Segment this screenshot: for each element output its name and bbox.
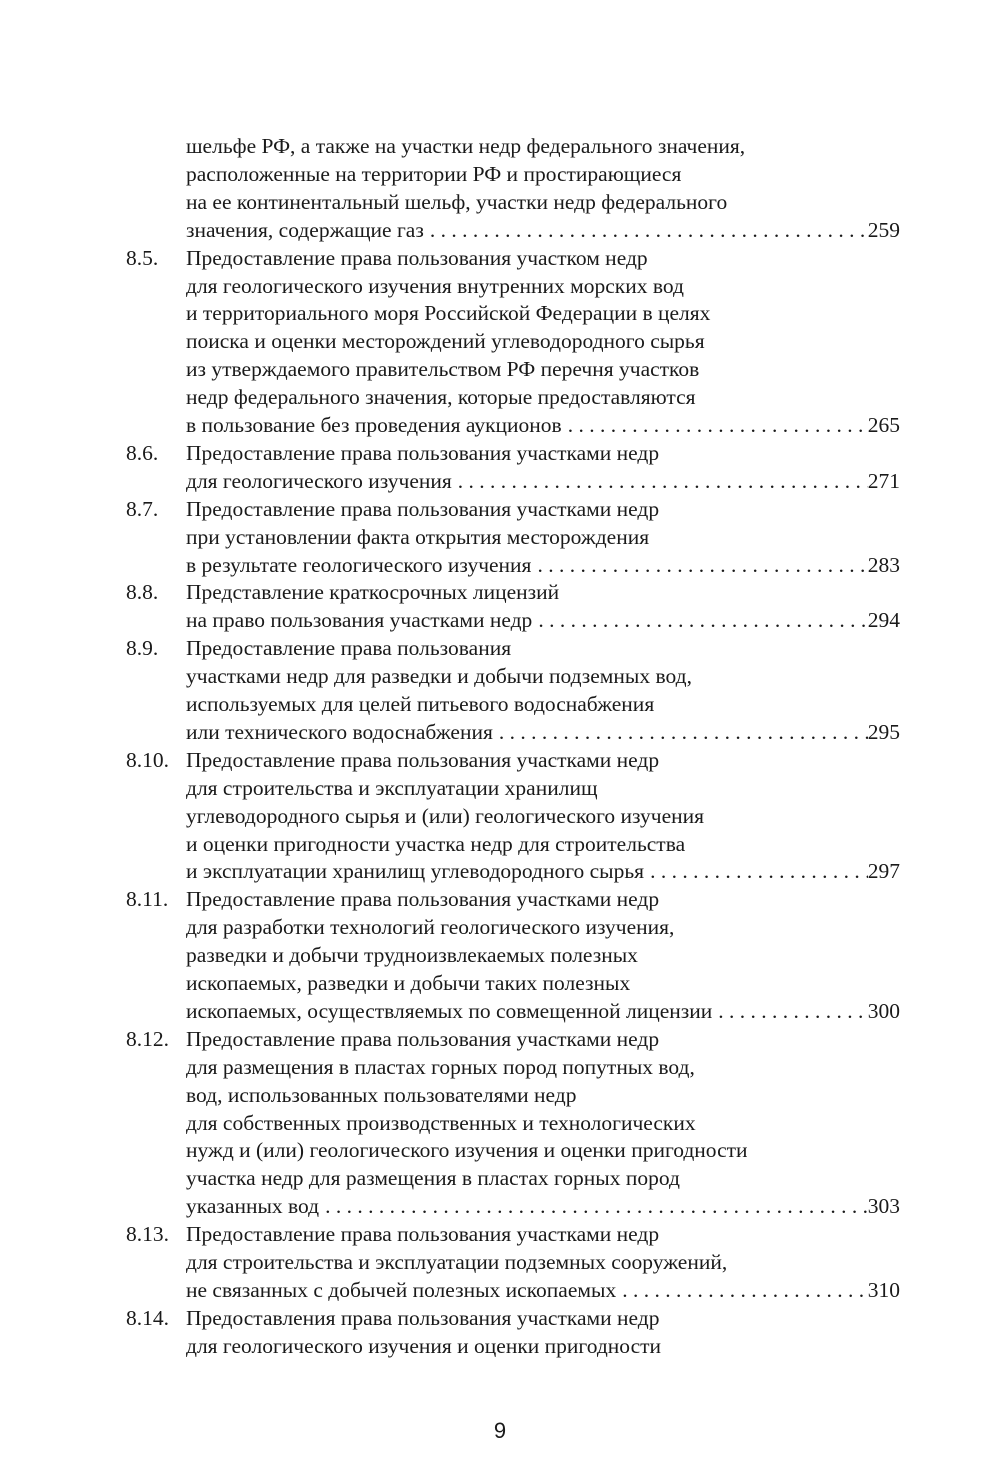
toc-entry-title-line: используемых для целей питьевого водоснабжения [186, 692, 655, 716]
toc-entry-title-line: расположенные на территории РФ и простирающиеся [186, 161, 682, 186]
toc-entry-title-line: шельфе РФ, а также на участки недр федерального значения, [186, 134, 746, 158]
toc-entry-title-line: ископаемых, осуществляемых по совмещенной лицензии [186, 998, 713, 1023]
toc-entry-number: 8.12. [126, 1026, 169, 1051]
toc-entry-title-line: для строительства и эксплуатации хранилищ [186, 775, 598, 800]
toc-entry-title-line: в пользование без проведения аукционов [186, 413, 562, 437]
dot-leader [644, 857, 868, 885]
toc-entry-title-line: указанных вод [186, 1194, 320, 1219]
toc-entry-title-line: на ее континентальный шельф, участки недр федерального [186, 189, 728, 214]
toc-entry-title-line: ископаемых, разведки и добычи таких полезных [186, 971, 631, 995]
toc-entry-title-line: значения, содержащие газ [186, 217, 424, 242]
toc-entry-page[interactable]: 271 [867, 468, 900, 493]
toc-entry-number: 8.5. [126, 245, 159, 270]
toc-entry-page[interactable]: 303 [867, 1194, 900, 1219]
toc-entry-last-line [186, 216, 900, 244]
toc-entry-title-line: для геологического изучения [186, 468, 452, 493]
toc-entry-page[interactable]: 300 [867, 998, 900, 1023]
dot-leader [562, 411, 868, 439]
toc-entry-last-line [186, 997, 900, 1025]
toc-entry-page[interactable]: 297 [867, 859, 900, 884]
toc-entry-title-line: для строительства и эксплуатации подземных сооружений, [186, 1250, 728, 1274]
toc-entry-last-line [186, 551, 900, 579]
dot-leader [493, 718, 868, 746]
toc-entry-last-line [186, 857, 900, 885]
toc-entry-title-line: Предоставление права пользования участками недр [186, 747, 660, 772]
dot-leader [532, 606, 867, 634]
page-number: 9 [493, 1418, 507, 1443]
toc-entry-title-line: Предоставление права пользования участками недр [186, 440, 660, 465]
dot-leader [712, 997, 867, 1025]
toc-entry-number: 8.10. [126, 747, 169, 772]
toc-entry-title-line: Представление краткосрочных лицензий [186, 580, 560, 605]
toc-entry-number: 8.8. [126, 580, 159, 605]
toc-entry-last-line [186, 411, 900, 439]
toc-entry-title-line: при установлении факта открытия месторождения [186, 524, 650, 549]
toc-entry-title-line: участка недр для размещения в пластах горных пород [186, 1166, 680, 1191]
dot-leader [424, 216, 868, 244]
toc-entry-title-line: для геологического изучения внутренних морских вод [186, 273, 684, 298]
toc-entry-title-line: Предоставление права пользования участками недр [186, 496, 660, 521]
toc-entry-title-line: и эксплуатации хранилищ углеводородного сырья [186, 859, 645, 884]
toc-entry-title-line: Предоставление права пользования [186, 636, 512, 661]
toc-entry-title-line: разведки и добычи трудноизвлекаемых полезных [186, 943, 638, 968]
toc-entry-page[interactable]: 259 [867, 217, 900, 242]
toc-entry-page[interactable]: 295 [867, 719, 900, 744]
toc-entry-title-line: на право пользования участками недр [186, 608, 533, 633]
toc-entry-title-line: не связанных с добычей полезных ископаемых [186, 1277, 617, 1302]
toc-entry-number: 8.9. [126, 636, 159, 661]
toc-entry-title-line: Предоставление права пользования участками недр [186, 1222, 660, 1247]
toc-entry-number: 8.11. [126, 887, 169, 912]
toc-entry-title-line: и территориального моря Российской Федерации в целях [186, 301, 711, 326]
toc-entry-title-line: для размещения в пластах горных пород попутных вод, [186, 1054, 695, 1079]
toc-entry-page[interactable]: 283 [867, 552, 900, 577]
toc-entry-title-line: в результате геологического изучения [186, 552, 532, 577]
dot-leader [452, 467, 868, 495]
toc-entry-title-line: Предоставление права пользования участком недр [186, 245, 648, 270]
toc-entry-last-line [186, 1192, 900, 1220]
toc-entry-title-line: Предоставление права пользования участками недр [186, 887, 660, 912]
toc-entry-number: 8.13. [126, 1222, 169, 1247]
toc-entry-last-line [186, 1276, 900, 1304]
toc-entry-title-line: участками недр для разведки и добычи подземных вод, [186, 664, 692, 689]
toc-entry-number: 8.7. [126, 496, 159, 521]
toc-entry-title-line: для собственных производственных и технологических [186, 1110, 696, 1135]
toc-entry-title-line: недр федерального значения, которые предоставляются [186, 385, 696, 410]
toc-entry-title-line: поиска и оценки месторождений углеводородного сырья [186, 329, 705, 354]
dot-leader [616, 1276, 868, 1304]
toc-entry-last-line [186, 606, 900, 634]
toc-entry-last-line [186, 467, 900, 495]
toc-entry-page[interactable]: 294 [867, 608, 900, 633]
dot-leader [319, 1192, 868, 1220]
dot-leader [531, 551, 867, 579]
toc-entry-title-line: вод, использованных пользователями недр [186, 1082, 577, 1107]
toc-entry-title-line: или технического водоснабжения [186, 719, 493, 744]
toc-entry-title-line: нужд и (или) геологического изучения и оценки пригодности [186, 1138, 748, 1163]
toc-entry-title-line: и оценки пригодности участка недр для строительства [186, 831, 686, 856]
toc-entry-title-line: для разработки технологий геологического изучения, [186, 915, 675, 940]
toc-entry-title-line: из утверждаемого правительством РФ перечня участков [186, 357, 700, 382]
toc-entry-number: 8.6. [126, 440, 159, 465]
toc-entry-page[interactable]: 310 [867, 1277, 900, 1302]
toc-entry-title-line: Предоставления права пользования участками недр [186, 1305, 660, 1330]
toc-entry-title-line: углеводородного сырья и (или) геологического изучения [186, 803, 705, 828]
toc-entry-number: 8.14. [126, 1305, 169, 1330]
toc-entry-last-line [186, 718, 900, 746]
toc-entry-title-line: Предоставление права пользования участками недр [186, 1026, 660, 1051]
toc-entry-page[interactable]: 265 [867, 413, 900, 437]
toc-entry-title-line: для геологического изучения и оценки пригодности [186, 1333, 662, 1358]
